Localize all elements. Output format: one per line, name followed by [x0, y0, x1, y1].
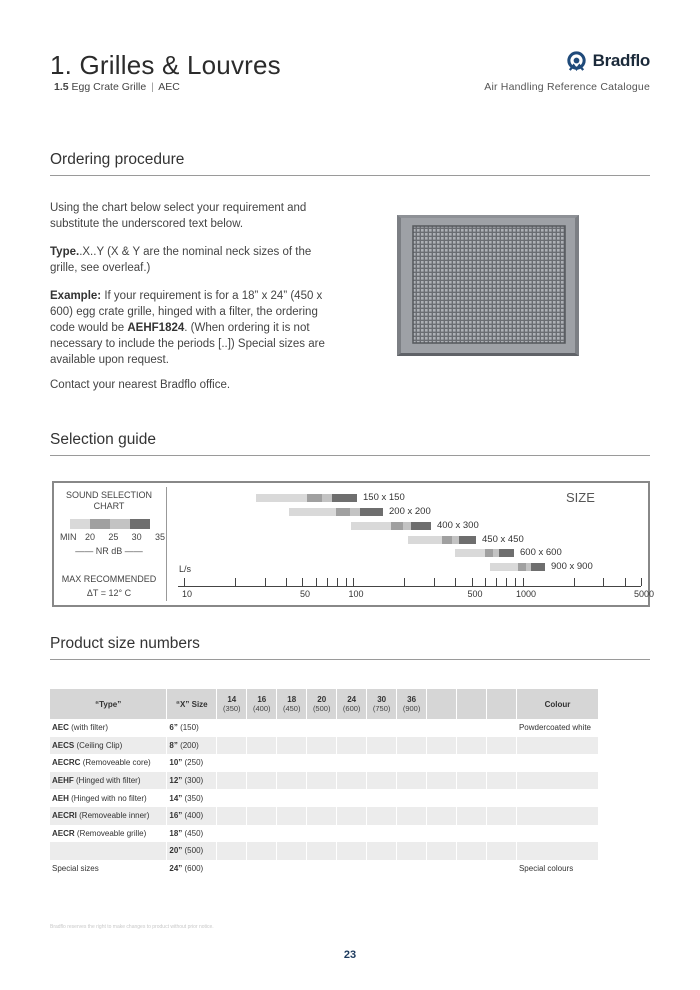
- size-cell: [397, 860, 427, 878]
- axis-tick-label: 100: [348, 589, 364, 599]
- table-row: [50, 719, 599, 737]
- bradflo-logo-icon: [566, 51, 587, 72]
- size-cell: [457, 842, 487, 860]
- axis-tick: [455, 578, 456, 586]
- size-bar-segment: [499, 549, 514, 557]
- size-bar-segment: [332, 494, 357, 502]
- subtitle-code: AEC: [158, 81, 180, 93]
- col-type-header: “Type”: [50, 689, 167, 719]
- ordering-intro: Using the chart below select your requirement and substitute the underscored text below.: [50, 202, 307, 230]
- product-size-table: [50, 689, 599, 877]
- axis-tick: [506, 578, 507, 586]
- table-row: [50, 842, 599, 860]
- col-size-header: 36 (900): [397, 689, 427, 719]
- axis-unit: L/s: [179, 564, 192, 574]
- size-bar-segment: [452, 536, 459, 544]
- col-size-header: 20 (500): [307, 689, 337, 719]
- example-label: Example:: [50, 290, 102, 302]
- axis-tick: [641, 578, 642, 586]
- size-bar-segment: [455, 549, 485, 557]
- size-cell: [217, 754, 247, 772]
- size-bar: [351, 522, 431, 530]
- size-cell: [397, 719, 427, 737]
- sound-selection-title: [56, 490, 162, 512]
- type-cell: AECR (Removeable grille): [50, 825, 167, 843]
- axis-tick: [496, 578, 497, 586]
- size-cell: [217, 825, 247, 843]
- subtitle-separator: |: [151, 81, 154, 93]
- example-paragraph: [50, 288, 335, 368]
- x-size-cell: 6” (150): [167, 719, 217, 737]
- max-recommended-label: MAX RECOMMENDED: [61, 574, 157, 584]
- size-bar-label: 400 x 300: [437, 520, 479, 531]
- size-cell: [307, 860, 337, 878]
- size-cell: [307, 772, 337, 790]
- size-cell: [397, 754, 427, 772]
- size-bar: [408, 536, 476, 544]
- size-cell: [427, 737, 457, 755]
- axis-tick-label: 1000: [515, 589, 537, 599]
- size-cell: [217, 737, 247, 755]
- disclaimer: Bradflo reserves the right to make changes to product without prior notice.: [50, 924, 214, 930]
- nr30-swatch: [110, 519, 130, 529]
- size-cell: [337, 719, 367, 737]
- axis-tick: [515, 578, 516, 586]
- size-cell: [247, 737, 277, 755]
- type-cell: AECS (Ceiling Clip): [50, 737, 167, 755]
- size-cell: [337, 737, 367, 755]
- size-cell: [367, 825, 397, 843]
- size-bar-segment: [307, 494, 322, 502]
- size-cell: [397, 825, 427, 843]
- col-size-header: 24 (600): [337, 689, 367, 719]
- size-bar-label: 200 x 200: [389, 506, 431, 517]
- size-cell: [457, 737, 487, 755]
- size-cell: [487, 860, 517, 878]
- size-cell: [307, 737, 337, 755]
- type-cell: [50, 842, 167, 860]
- table-row: [50, 754, 599, 772]
- size-cell: [307, 789, 337, 807]
- axis-tick: [327, 578, 328, 586]
- size-cell: [457, 772, 487, 790]
- size-cell: [427, 754, 457, 772]
- size-cell: [397, 807, 427, 825]
- size-bar-segment: [531, 563, 545, 571]
- size-bar-segment: [442, 536, 452, 544]
- colour-cell: [516, 842, 598, 860]
- x-size-cell: 16” (400): [167, 807, 217, 825]
- size-bar-label: 600 x 600: [520, 547, 562, 558]
- size-cell: [427, 772, 457, 790]
- x-size-cell: 20” (500): [167, 842, 217, 860]
- size-cell: [247, 719, 277, 737]
- size-cell: [217, 719, 247, 737]
- x-size-cell: 14” (350): [167, 789, 217, 807]
- contact-text: Contact your nearest Bradflo office.: [50, 379, 231, 391]
- size-cell: [397, 789, 427, 807]
- size-bar-segment: [485, 549, 494, 557]
- axis-tick: [485, 578, 486, 586]
- size-bar-segment: [459, 536, 476, 544]
- type-cell: AEHF (Hinged with filter): [50, 772, 167, 790]
- brand-logo: [566, 50, 650, 72]
- size-bar: [256, 494, 357, 502]
- size-cell: [337, 825, 367, 843]
- size-cell: [367, 719, 397, 737]
- size-cell: [367, 860, 397, 878]
- size-cell: [247, 825, 277, 843]
- table-row: [50, 807, 599, 825]
- size-cell: [367, 754, 397, 772]
- size-bar-segment: [351, 522, 391, 530]
- col-size-header: 16 (400): [247, 689, 277, 719]
- size-bar-label: 450 x 450: [482, 534, 524, 545]
- table-row: [50, 825, 599, 843]
- size-cell: [427, 789, 457, 807]
- page-number: 23: [343, 949, 357, 961]
- size-cell: [217, 772, 247, 790]
- size-cell: [487, 737, 517, 755]
- axis-tick: [316, 578, 317, 586]
- size-cell: [457, 789, 487, 807]
- col-empty-header: [487, 689, 517, 719]
- ordering-heading: Ordering procedure: [50, 151, 185, 168]
- colour-cell: [516, 772, 598, 790]
- size-bar: [490, 563, 545, 571]
- size-cell: [457, 860, 487, 878]
- size-cell: [337, 789, 367, 807]
- example-code: AEHF1824: [127, 322, 185, 334]
- axis-tick: [404, 578, 405, 586]
- size-cell: [487, 754, 517, 772]
- nr-value: 30: [131, 532, 142, 542]
- axis-tick: [286, 578, 287, 586]
- size-bar-segment: [490, 563, 518, 571]
- table-header-row: [50, 689, 599, 719]
- size-cell: [427, 860, 457, 878]
- col-empty-header: [457, 689, 487, 719]
- colour-cell: [516, 825, 598, 843]
- size-cell: [427, 719, 457, 737]
- size-cell: [307, 842, 337, 860]
- axis-tick-label: 500: [467, 589, 483, 599]
- size-bar-segment: [322, 494, 332, 502]
- axis-tick: [337, 578, 338, 586]
- colour-cell: [516, 737, 598, 755]
- size-cell: [277, 860, 307, 878]
- x-size-cell: 8” (200): [167, 737, 217, 755]
- size-cell: [337, 860, 367, 878]
- nr-value: 25: [108, 532, 119, 542]
- x-size-cell: 24” (600): [167, 860, 217, 878]
- size-bar: [289, 508, 383, 516]
- size-cell: [427, 807, 457, 825]
- size-cell: [277, 842, 307, 860]
- size-cell: [397, 772, 427, 790]
- size-cell: [487, 719, 517, 737]
- size-bar-segment: [360, 508, 384, 516]
- size-cell: [307, 807, 337, 825]
- size-bar-segment: [411, 522, 431, 530]
- chart-divider: [166, 487, 167, 601]
- size-cell: [247, 807, 277, 825]
- egg-crate-grille-image: [393, 213, 583, 358]
- size-cell: [487, 789, 517, 807]
- example-text-1: If your requirement is for a 18” x 24” (450 x 600) egg crate grille, hinged with a filter, the ordering code would be: [50, 290, 323, 334]
- size-cell: [277, 807, 307, 825]
- col-size-header: 18 (450): [277, 689, 307, 719]
- axis-tick: [603, 578, 604, 586]
- subtitle-text: Egg Crate Grille: [71, 81, 147, 93]
- selection-heading: Selection guide: [50, 431, 156, 448]
- size-cell: [487, 825, 517, 843]
- type-cell: AEH (Hinged with no filter): [50, 789, 167, 807]
- nr-value: 35: [154, 532, 165, 542]
- size-cell: [277, 719, 307, 737]
- delta-t-label: ΔT = 12° C: [86, 588, 132, 598]
- size-cell: [247, 860, 277, 878]
- size-cell: [307, 825, 337, 843]
- size-cell: [337, 772, 367, 790]
- nr-min-label: MIN: [60, 532, 77, 542]
- nr-value: 20: [85, 532, 96, 542]
- size-cell: [277, 789, 307, 807]
- size-cell: [247, 754, 277, 772]
- axis-tick: [235, 578, 236, 586]
- size-cell: [397, 737, 427, 755]
- type-cell: AEC (with filter): [50, 719, 167, 737]
- axis-tick: [434, 578, 435, 586]
- axis-tick-label: 10: [181, 589, 192, 599]
- x-size-cell: 12” (300): [167, 772, 217, 790]
- size-cell: [277, 737, 307, 755]
- size-cell: [457, 754, 487, 772]
- brand-name: Bradflo: [592, 51, 650, 70]
- size-cell: [307, 754, 337, 772]
- col-x-header: “X” Size: [167, 689, 217, 719]
- size-cell: [247, 842, 277, 860]
- x-size-cell: 18” (450): [167, 825, 217, 843]
- axis-line: [178, 586, 641, 587]
- colour-cell: [516, 754, 598, 772]
- page-title: 1. Grilles & Louvres: [50, 50, 281, 80]
- nr-legend-bar: [70, 519, 150, 529]
- selection-rule: [50, 455, 650, 456]
- size-cell: [367, 772, 397, 790]
- col-size-header: 14 (350): [217, 689, 247, 719]
- nr-db-label: —— NR dB ——: [75, 546, 143, 556]
- size-cell: [337, 842, 367, 860]
- size-cell: [277, 772, 307, 790]
- size-cell: [247, 772, 277, 790]
- size-cell: [217, 807, 247, 825]
- axis-tick: [346, 578, 347, 586]
- size-cell: [487, 842, 517, 860]
- axis-tick: [265, 578, 266, 586]
- table-row: [50, 860, 599, 878]
- table-row: [50, 737, 599, 755]
- sound-title-line-2: CHART: [93, 501, 125, 511]
- size-cell: [427, 842, 457, 860]
- type-cell: Special sizes: [50, 860, 167, 878]
- axis-tick: [523, 578, 524, 586]
- sound-title-line-1: SOUND SELECTION: [65, 490, 152, 500]
- size-bar-segment: [289, 508, 336, 516]
- size-cell: [217, 860, 247, 878]
- size-cell: [367, 842, 397, 860]
- size-cell: [367, 789, 397, 807]
- size-bar-segment: [518, 563, 526, 571]
- size-cell: [457, 807, 487, 825]
- size-bar: [455, 549, 514, 557]
- page-subtitle: [54, 81, 180, 93]
- type-text: .X..Y (X & Y are the nominal neck sizes of the grille, see overleaf.): [50, 246, 312, 274]
- size-cell: [277, 825, 307, 843]
- size-cell: [217, 789, 247, 807]
- size-cell: [487, 772, 517, 790]
- axis-tick: [625, 578, 626, 586]
- size-cell: [337, 754, 367, 772]
- size-cell: [367, 737, 397, 755]
- size-bar-segment: [391, 522, 403, 530]
- size-cell: [307, 719, 337, 737]
- axis-tick: [302, 578, 303, 586]
- size-cell: [277, 754, 307, 772]
- type-cell: AECRC (Removeable core): [50, 754, 167, 772]
- size-cell: [337, 807, 367, 825]
- x-size-cell: 10” (250): [167, 754, 217, 772]
- colour-cell: [516, 789, 598, 807]
- size-bar-segment: [350, 508, 359, 516]
- axis-tick: [574, 578, 575, 586]
- product-heading: Product size numbers: [50, 635, 200, 652]
- table-row: [50, 772, 599, 790]
- type-label: Type.: [50, 246, 80, 258]
- subtitle-number: 1.5: [54, 81, 69, 93]
- nr-values: [85, 532, 165, 542]
- type-cell: AECRI (Removeable inner): [50, 807, 167, 825]
- axis-tick: [184, 578, 185, 586]
- size-bar-segment: [256, 494, 307, 502]
- type-paragraph: [50, 244, 335, 276]
- colour-cell: Powdercoated white: [516, 719, 598, 737]
- size-cell: [427, 825, 457, 843]
- size-bar-label: 150 x 150: [363, 492, 405, 503]
- axis-tick: [472, 578, 473, 586]
- col-colour-header: Colour: [516, 689, 598, 719]
- col-size-header: 30 (750): [367, 689, 397, 719]
- catalogue-title: Air Handling Reference Catalogue: [484, 81, 650, 93]
- size-label: SIZE: [566, 490, 595, 505]
- size-cell: [457, 719, 487, 737]
- colour-cell: Special colours: [516, 860, 598, 878]
- size-bar-segment: [336, 508, 350, 516]
- ordering-rule: [50, 175, 650, 176]
- size-cell: [217, 842, 247, 860]
- nr20-swatch: [70, 519, 90, 529]
- axis-tick-label: 50: [299, 589, 310, 599]
- axis-tick: [353, 578, 354, 586]
- size-bar-segment: [403, 522, 411, 530]
- col-empty-header: [427, 689, 457, 719]
- size-cell: [397, 842, 427, 860]
- size-cell: [487, 807, 517, 825]
- size-bar-segment: [408, 536, 442, 544]
- size-cell: [457, 825, 487, 843]
- example-text-2: . (When ordering it is not necessary to include the periods [..]) Special sizes are available upon request.: [50, 322, 325, 366]
- size-cell: [247, 789, 277, 807]
- size-bar-label: 900 x 900: [551, 561, 593, 572]
- colour-cell: [516, 807, 598, 825]
- size-cell: [367, 807, 397, 825]
- table-row: [50, 789, 599, 807]
- product-rule: [50, 659, 650, 660]
- axis-tick-label: 5000: [633, 589, 655, 599]
- nr25-swatch: [90, 519, 110, 529]
- nr35-swatch: [130, 519, 150, 529]
